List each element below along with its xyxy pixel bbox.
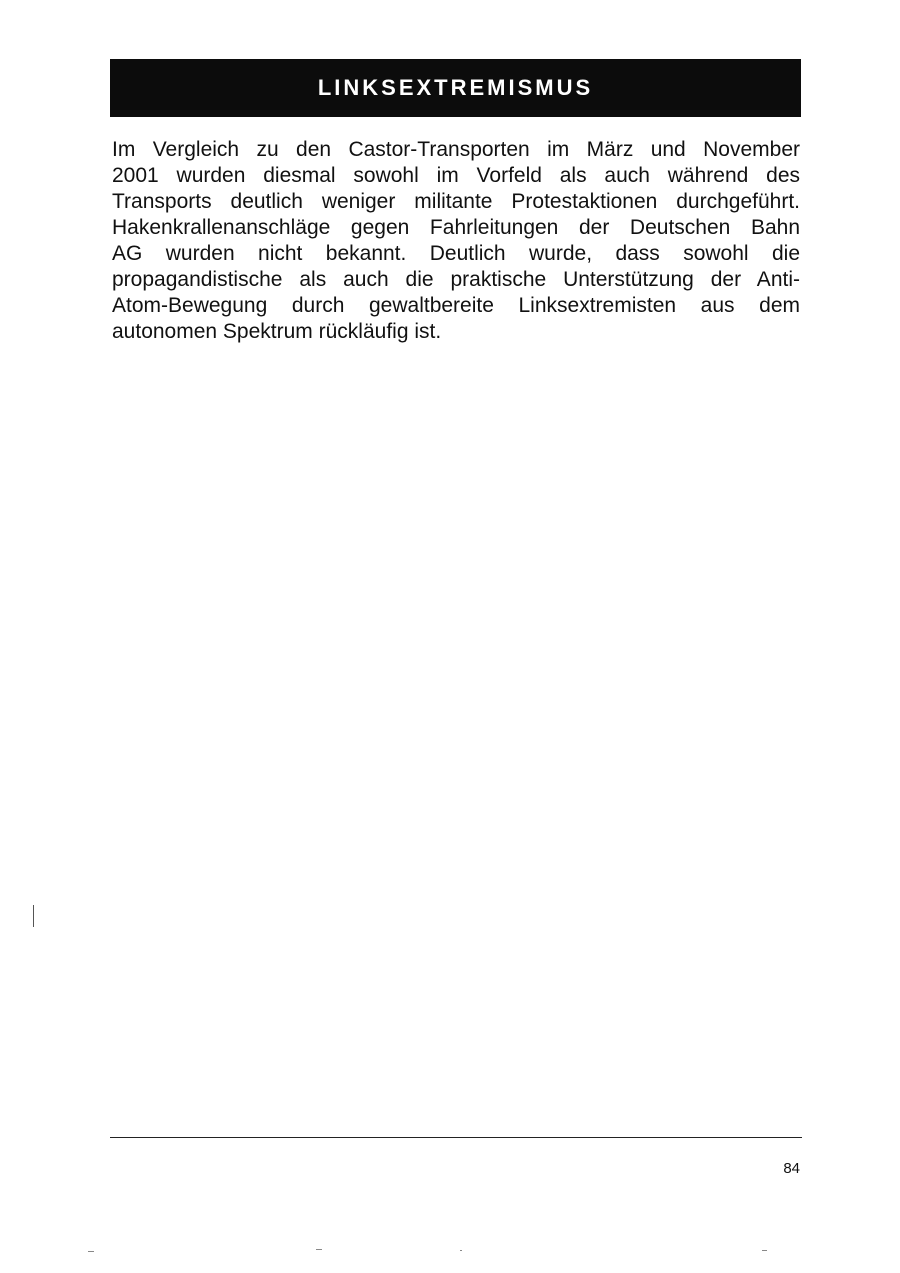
- paragraph-line: Im Vergleich zu den Castor-Transporten im März und November: [112, 138, 800, 161]
- paragraph-line: AG wurden nicht bekannt. Deutlich wurde, dass sowohl die: [112, 242, 800, 265]
- paragraph-line: propagandistische als auch die praktische Unterstützung der Anti-: [112, 268, 800, 291]
- scan-artifact: [88, 1251, 94, 1252]
- paragraph-line: Atom-Bewegung durch gewaltbereite Linksextremisten aus dem: [112, 294, 800, 317]
- section-title: LINKSEXTREMISMUS: [317, 75, 594, 100]
- scan-artifact: [316, 1249, 322, 1250]
- page-number: 84: [783, 1160, 800, 1177]
- paragraph-line: autonomen Spektrum rückläufig ist.: [112, 320, 442, 343]
- footer-rule: [110, 1137, 802, 1138]
- margin-mark: [33, 905, 34, 927]
- section-header-bar: [110, 59, 801, 117]
- paragraph-line: 2001 wurden diesmal sowohl im Vorfeld als auch während des: [112, 164, 800, 187]
- scan-artifact: [460, 1250, 462, 1251]
- body-paragraph: [112, 137, 800, 345]
- paragraph-line: Transports deutlich weniger militante Protestaktionen durchgeführt.: [112, 190, 800, 213]
- paragraph-line: Hakenkrallenanschläge gegen Fahrleitungen der Deutschen Bahn: [112, 216, 800, 239]
- scan-artifact: [762, 1250, 767, 1251]
